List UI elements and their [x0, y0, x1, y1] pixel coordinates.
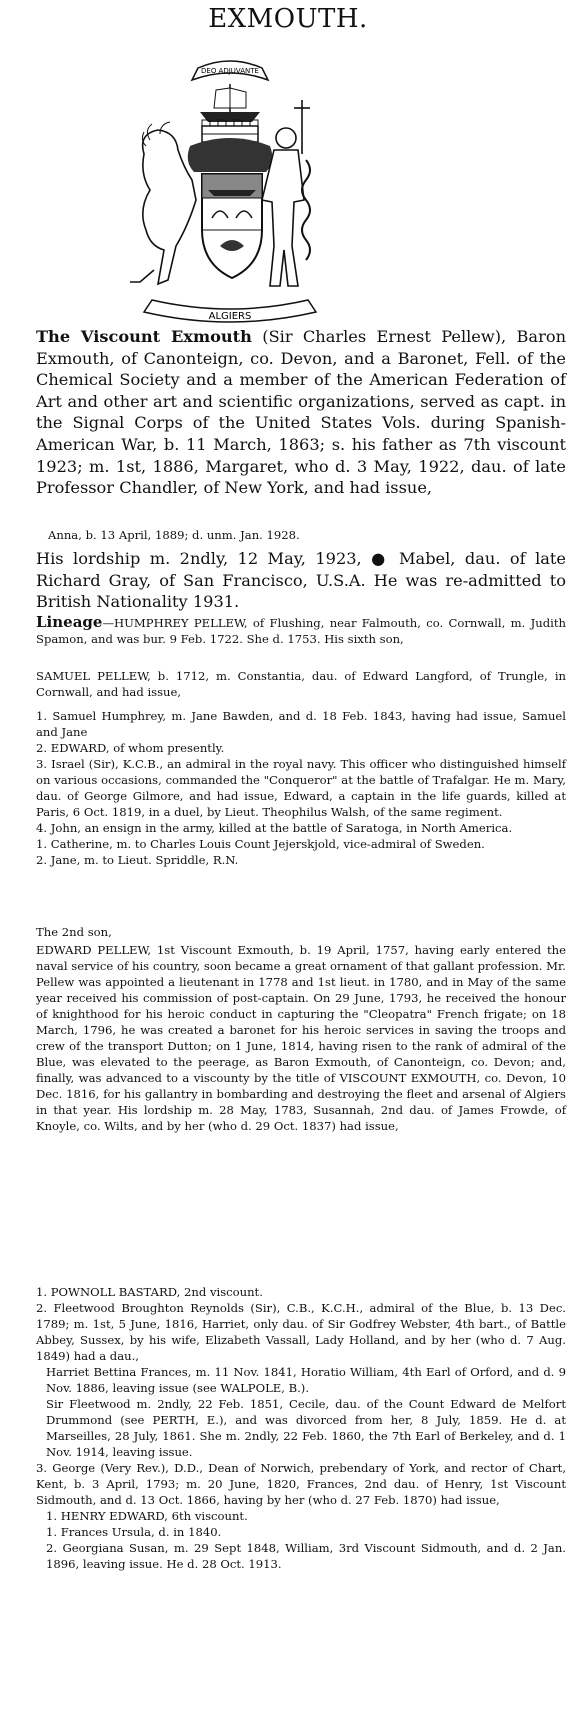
motto-top-text: DEO ADJUVANTE [201, 67, 259, 75]
list-item: Sir Fleetwood m. 2ndly, 22 Feb. 1851, Cecile, dau. of the Count Edward de Melfort Drummond (see PERTH, E.), and was divorced from her, 8 July, 1859. He d. at Marseilles, 28 July, 1861. She m. 2ndly, 22 Feb. 1860, the 7th Earl of Berkeley, and d. 1 Nov. 1914, leaving issue. [46, 1397, 566, 1459]
lineage-intro-paragraph [36, 614, 566, 647]
list-item: 2. EDWARD, of whom presently. [36, 741, 225, 755]
list-item: 1. Samuel Humphrey, m. Jane Bawden, and d. 18 Feb. 1843, having had issue, Samuel and Jane [36, 709, 566, 739]
lineage-intro: —HUMPHREY PELLEW, of Flushing, near Falmouth, co. Cornwall, m. Judith Spamon, and was bur. 9 Feb. 1722. She d. 1753. His sixth son, [36, 616, 566, 646]
list-item: 1. Catherine, m. to Charles Louis Count Jejerskjold, vice-admiral of Sweden. [36, 837, 485, 851]
peer-entry [36, 326, 566, 499]
list-item: 2. Georgiana Susan, m. 29 Sept 1848, William, 3rd Viscount Sidmouth, and d. 2 Jan. 1896, leaving issue. He d. 28 Oct. 1913. [46, 1541, 566, 1571]
edward-pellew-paragraph: EDWARD PELLEW, 1st Viscount Exmouth, b. 19 April, 1757, having early entered the naval service of his country, soon became a great ornament of that gallant profession. Mr. Pellew was appointed a lieutenant in 1778 and 1st lieut. in 1780, and in May of the same year received his commission of post-captain. On 29 June, 1793, he received the honour of knighthood for his heroic conduct in capturing the "Cleopatra" French frigate; on 18 March, 1796, he was created a baronet for his heroic services in saving the troops and crew of the transport Dutton; on 1 June, 1814, having risen to the rank of admiral of the Blue, was elevated to the peerage, as Baron Exmouth, of Canonteign, co. Devon; and, finally, was advanced to a viscounty by the title of VISCOUNT EXMOUTH, co. Devon, 10 Dec. 1816, for his gallantry in bombarding and destroying the fleet and arsenal of Algiers in that year. His lordship m. 28 May, 1783, Susannah, 2nd dau. of James Frowde, of Knoyle, co. Wilts, and by her (who d. 29 Oct. 1837) had issue, [36, 943, 566, 1133]
peer-name: The Viscount Exmouth [36, 327, 252, 346]
list-item: 1. Frances Ursula, d. in 1840. [46, 1525, 222, 1539]
list-item: Harriet Bettina Frances, m. 11 Nov. 1841, Horatio William, 4th Earl of Orford, and d. 9 Nov. 1886, leaving issue (see WALPOLE, B.). [46, 1365, 566, 1395]
peer-entry-body: (Sir Charles Ernest Pellew), Baron Exmouth, of Canonteign, co. Devon, and a Baronet, Fell. of the Chemical Society and a member of the American Federation of Art and other art and scientific organizations, served as capt. in the Signal Corps of the United States Vols. during Spanish-American War, b. 11 March, 1863; s. his father as 7th viscount 1923; m. 1st, 1886, Margaret, who d. 3 May, 1922, dau. of late Professor Chandler, of New York, and had issue, [36, 327, 566, 498]
list-item: 3. George (Very Rev.), D.D., Dean of Norwich, prebendary of York, and rector of Chart, Kent, b. 3 April, 1793; m. 20 June, 1820, Frances, 2nd dau. of Henry, 1st Viscount Sidmouth, and d. 13 Oct. 1866, having by her (who d. 27 Feb. 1870) had issue, [36, 1461, 566, 1507]
samuel-pellew-paragraph: SAMUEL PELLEW, b. 1712, m. Constantia, dau. of Edward Langford, of Trungle, in Cornwall, and had issue, [36, 669, 566, 699]
coat-of-arms-illustration [80, 50, 380, 350]
list-item: 1. HENRY EDWARD, 6th viscount. [46, 1509, 248, 1523]
list-item: 3. Israel (Sir), K.C.B., an admiral in the royal navy. This officer who distinguished himself on various occasions, commanded the "Conqueror" at the battle of Trafalgar. He m. Mary, dau. of George Gilmore, and had issue, Edward, a captain in the life guards, killed at Paris, 6 Oct. 1819, in a duel, by Lieut. Theophilus Walsh, of the same regiment. [36, 757, 566, 819]
samuel-children-list [36, 708, 566, 868]
lineage-label: Lineage [36, 613, 103, 631]
list-item: 1. POWNOLL BASTARD, 2nd viscount. [36, 1285, 263, 1299]
second-son-line: The 2nd son, [36, 925, 112, 939]
page-title: EXMOUTH. [208, 4, 368, 34]
edward-children-list [36, 1284, 566, 1572]
list-item: 2. Jane, m. to Lieut. Spriddle, R.N. [36, 853, 239, 867]
motto-bottom-text: ALGIERS [208, 311, 252, 322]
peer-issue: Anna, b. 13 April, 1889; d. unm. Jan. 1928. [48, 528, 300, 542]
second-marriage: His lordship m. 2ndly, 12 May, 1923, ● Mabel, dau. of late Richard Gray, of San Francisco, U.S.A. He was re-admitted to British Nationality 1931. [36, 549, 566, 612]
list-item: 4. John, an ensign in the army, killed at the battle of Saratoga, in North America. [36, 821, 513, 835]
list-item: 2. Fleetwood Broughton Reynolds (Sir), C.B., K.C.H., admiral of the Blue, b. 13 Dec. 1789; m. 1st, 5 June, 1816, Harriet, only dau. of Sir Godfrey Webster, 4th bart., of Battle Abbey, Sussex, by his wife, Elizabeth Vassall, Lady Holland, and by her (who d. 7 Aug. 1849) had a dau., [36, 1301, 566, 1363]
